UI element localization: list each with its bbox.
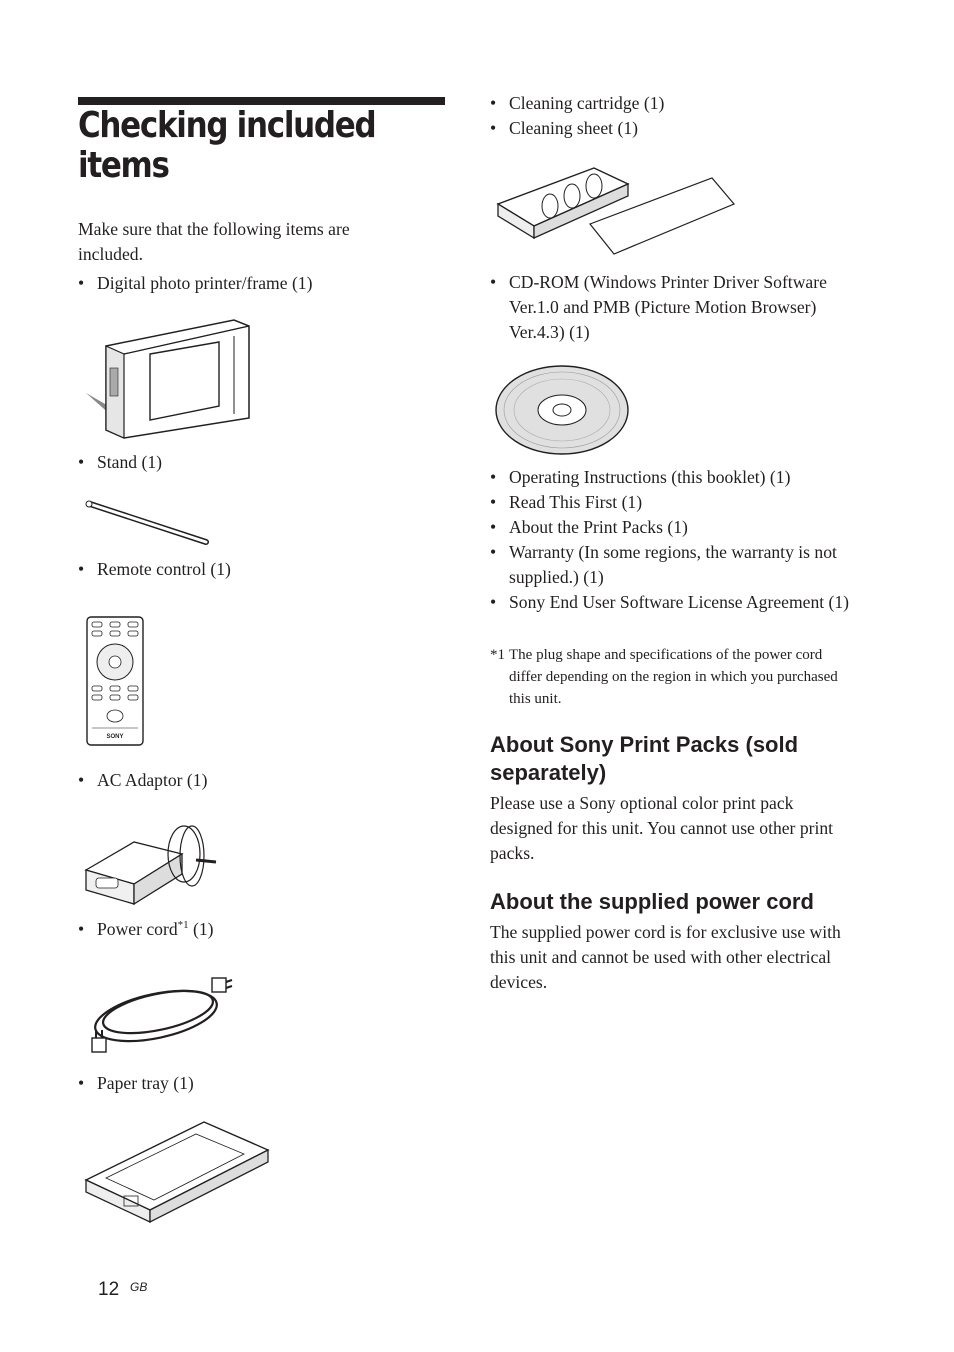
list-item: • Sony End User Software License Agreement (1)	[490, 592, 850, 612]
section-body-print-packs: Please use a Sony optional color print pack designed for this unit. You cannot use other print packs.	[490, 793, 834, 863]
footnote: *1 The plug shape and specifications of the power cord differ depending on the region in which you purchased this unit.	[490, 647, 838, 707]
list-item-power-cord: • Power cord$^{*1}$ (1)	[78, 919, 214, 939]
list-item: • Remote control (1)	[78, 559, 231, 579]
power-cord-illustration	[86, 968, 234, 1056]
section-heading-power-cord: About the supplied power cord	[490, 889, 814, 914]
remote-control-illustration	[86, 616, 144, 746]
list-item: • About the Print Packs (1)	[490, 517, 688, 537]
section-body-power-cord: The supplied power cord is for exclusive use with this unit and cannot be used with other electrical devices.	[490, 922, 841, 992]
list-item: • Cleaning cartridge (1)	[490, 93, 665, 113]
list-item: • Cleaning sheet (1)	[490, 118, 638, 138]
list-item: • Digital photo printer/frame (1)	[78, 273, 313, 293]
list-item: • Operating Instructions (this booklet) (1)	[490, 467, 791, 487]
page-language-suffix: GB	[130, 1280, 148, 1294]
page-number: 12	[98, 1279, 120, 1300]
cd-rom-illustration	[494, 364, 632, 458]
list-item: • Warranty (In some regions, the warranty is not supplied.) (1)	[490, 542, 837, 587]
list-item: • Stand (1)	[78, 452, 162, 472]
list-item-cdrom: • CD-ROM (Windows Printer Driver Software Ver.1.0 and PMB (Picture Motion Browser) Ver.4.3) (1)	[490, 272, 827, 342]
stand-illustration	[84, 500, 212, 546]
photo-printer-frame-illustration	[84, 318, 254, 442]
ac-adaptor-illustration	[84, 814, 224, 906]
paper-tray-illustration	[84, 1120, 270, 1224]
cleaning-cartridge-illustration	[494, 162, 738, 258]
intro-text: Make sure that the following items are included.	[78, 219, 350, 264]
page-title: Checking included items	[78, 105, 376, 186]
list-item: • Paper tray (1)	[78, 1073, 194, 1093]
list-item: • Read This First (1)	[490, 492, 643, 512]
remote-brand-label: SONY	[106, 734, 124, 740]
title-rule	[78, 97, 445, 105]
section-heading-print-packs: About Sony Print Packs (sold separately)	[490, 732, 799, 785]
list-item: • AC Adaptor (1)	[78, 770, 208, 790]
